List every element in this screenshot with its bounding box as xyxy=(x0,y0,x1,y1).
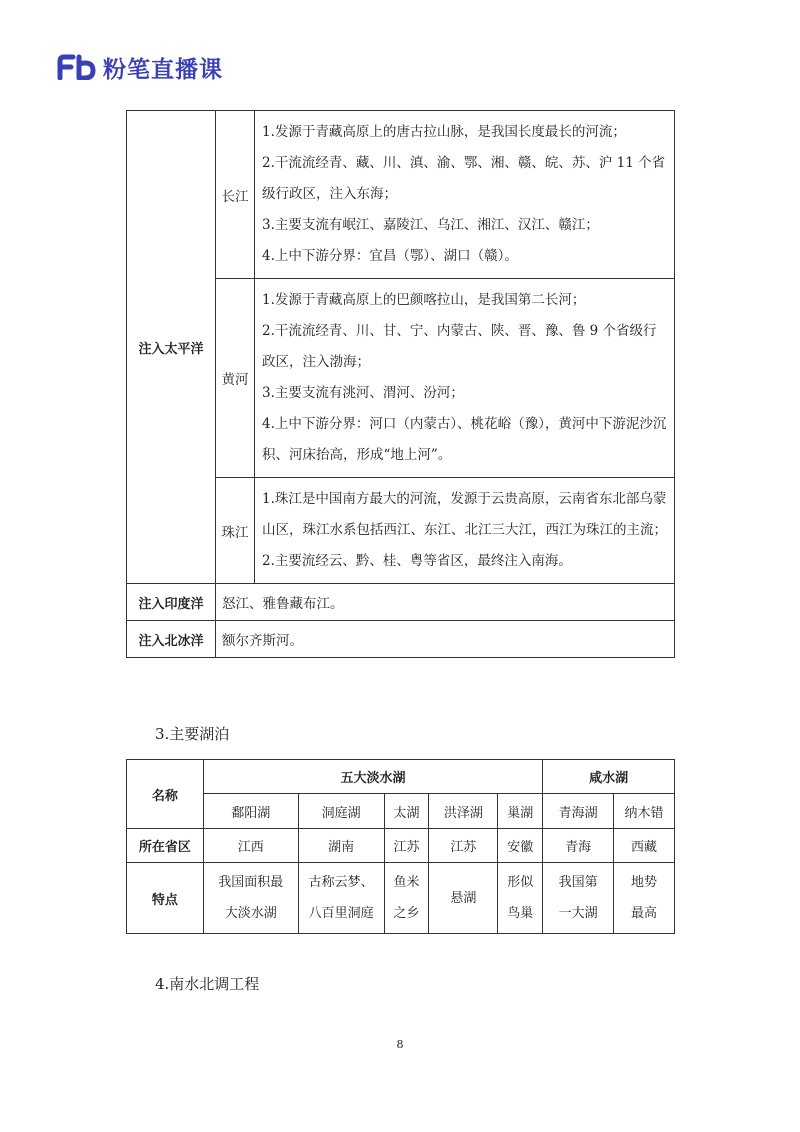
lake-name: 鄱阳湖 xyxy=(203,794,298,829)
lake-province: 西藏 xyxy=(614,829,675,863)
river-point: 3.主要支流有洮河、渭河、汾河； xyxy=(262,385,464,401)
table-row xyxy=(127,760,675,794)
feature-line: 我国面积最 xyxy=(218,875,284,890)
feature-line: 之乡 xyxy=(393,906,420,921)
category-pacific: 注入太平洋 xyxy=(127,111,216,584)
lake-feature xyxy=(384,863,429,934)
brand-name: 粉笔直播课 xyxy=(103,56,223,83)
feature-line: 古称云梦、 xyxy=(308,875,374,890)
lake-province: 青海 xyxy=(543,829,614,863)
river-point: 4.上中下游分界：宜昌（鄂）、湖口（赣）。 xyxy=(262,248,518,264)
name-header: 名称 xyxy=(127,760,204,829)
lake-feature xyxy=(298,863,384,934)
brand-logo xyxy=(57,50,223,84)
table-row xyxy=(127,829,675,863)
river-name: 黄河 xyxy=(216,279,255,478)
table-row xyxy=(127,863,675,934)
category-indian: 注入印度洋 xyxy=(127,584,216,621)
rivers-table xyxy=(126,110,675,658)
lake-feature xyxy=(203,863,298,934)
lake-province: 湖南 xyxy=(298,829,384,863)
lake-province: 江苏 xyxy=(384,829,429,863)
lake-name: 纳木错 xyxy=(614,794,675,829)
river-point: 4.上中下游分界：河口（内蒙古）、桃花峪（豫），黄河中下游泥沙沉积、河床抬高，形成“地上河”。 xyxy=(262,416,667,463)
river-description xyxy=(255,279,675,478)
saltwater-header: 咸水湖 xyxy=(543,760,675,794)
lake-name: 青海湖 xyxy=(543,794,614,829)
feature-line: 鱼米 xyxy=(393,875,420,890)
river-point: 2.干流流经青、藏、川、滇、渝、鄂、湘、赣、皖、苏、沪 11 个省级行政区，注入东海； xyxy=(262,155,666,202)
lake-province: 江苏 xyxy=(429,829,498,863)
river-point: 2.主要流经云、黔、桂、粤等省区，最终注入南海。 xyxy=(262,553,572,569)
river-point: 2.干流流经青、川、甘、宁、内蒙古、陕、晋、豫、鲁 9 个省级行政区，注入渤海； xyxy=(262,323,657,370)
lake-name: 巢湖 xyxy=(498,794,543,829)
river-description xyxy=(255,111,675,279)
river-point: 3.主要支流有岷江、嘉陵江、乌江、湘江、汉江、赣江； xyxy=(262,217,599,233)
feature-line: 鸟巢 xyxy=(507,906,534,921)
arctic-rivers: 额尔齐斯河。 xyxy=(216,621,675,658)
river-name: 长江 xyxy=(216,111,255,279)
page-number: 8 xyxy=(396,1038,404,1051)
lake-name: 太湖 xyxy=(384,794,429,829)
province-header: 所在省区 xyxy=(127,829,204,863)
feature-line: 大淡水湖 xyxy=(224,906,277,921)
river-point: 1.发源于青藏高原上的巴颜喀拉山，是我国第二长河； xyxy=(262,292,586,308)
feature-line: 悬湖 xyxy=(450,890,477,906)
lake-name: 洪泽湖 xyxy=(429,794,498,829)
indian-rivers: 怒江、雅鲁藏布江。 xyxy=(216,584,675,621)
lake-feature xyxy=(614,863,675,934)
river-point: 1.发源于青藏高原上的唐古拉山脉，是我国长度最长的河流； xyxy=(262,124,626,140)
lake-province: 安徽 xyxy=(498,829,543,863)
lake-feature xyxy=(429,863,498,934)
table-row xyxy=(127,621,675,658)
table-row xyxy=(127,794,675,829)
section-heading-lakes: 3.主要湖泊 xyxy=(155,725,230,743)
table-row xyxy=(127,584,675,621)
table-row xyxy=(127,111,675,279)
feature-header: 特点 xyxy=(127,863,204,934)
freshwater-header: 五大淡水湖 xyxy=(203,760,542,794)
lake-feature xyxy=(498,863,543,934)
river-point: 1.珠江是中国南方最大的河流，发源于云贵高原，云南省东北部乌蒙山区，珠江水系包括西江、东江、北江三大江，西江为珠江的主流； xyxy=(262,491,667,538)
lake-feature xyxy=(543,863,614,934)
category-arctic: 注入北冰洋 xyxy=(127,621,216,658)
feature-line: 地势 xyxy=(631,875,658,890)
fb-logo-icon xyxy=(57,54,97,80)
lakes-table xyxy=(126,759,675,934)
feature-line: 最高 xyxy=(631,906,658,921)
lake-province: 江西 xyxy=(203,829,298,863)
feature-line: 形似 xyxy=(507,875,534,890)
feature-line: 一大湖 xyxy=(558,906,598,921)
lake-name: 洞庭湖 xyxy=(298,794,384,829)
river-name: 珠江 xyxy=(216,478,255,584)
feature-line: 八百里洞庭 xyxy=(308,906,374,921)
river-description xyxy=(255,478,675,584)
feature-line: 我国第 xyxy=(558,875,598,890)
section-heading-water-diversion: 4.南水北调工程 xyxy=(155,975,260,993)
